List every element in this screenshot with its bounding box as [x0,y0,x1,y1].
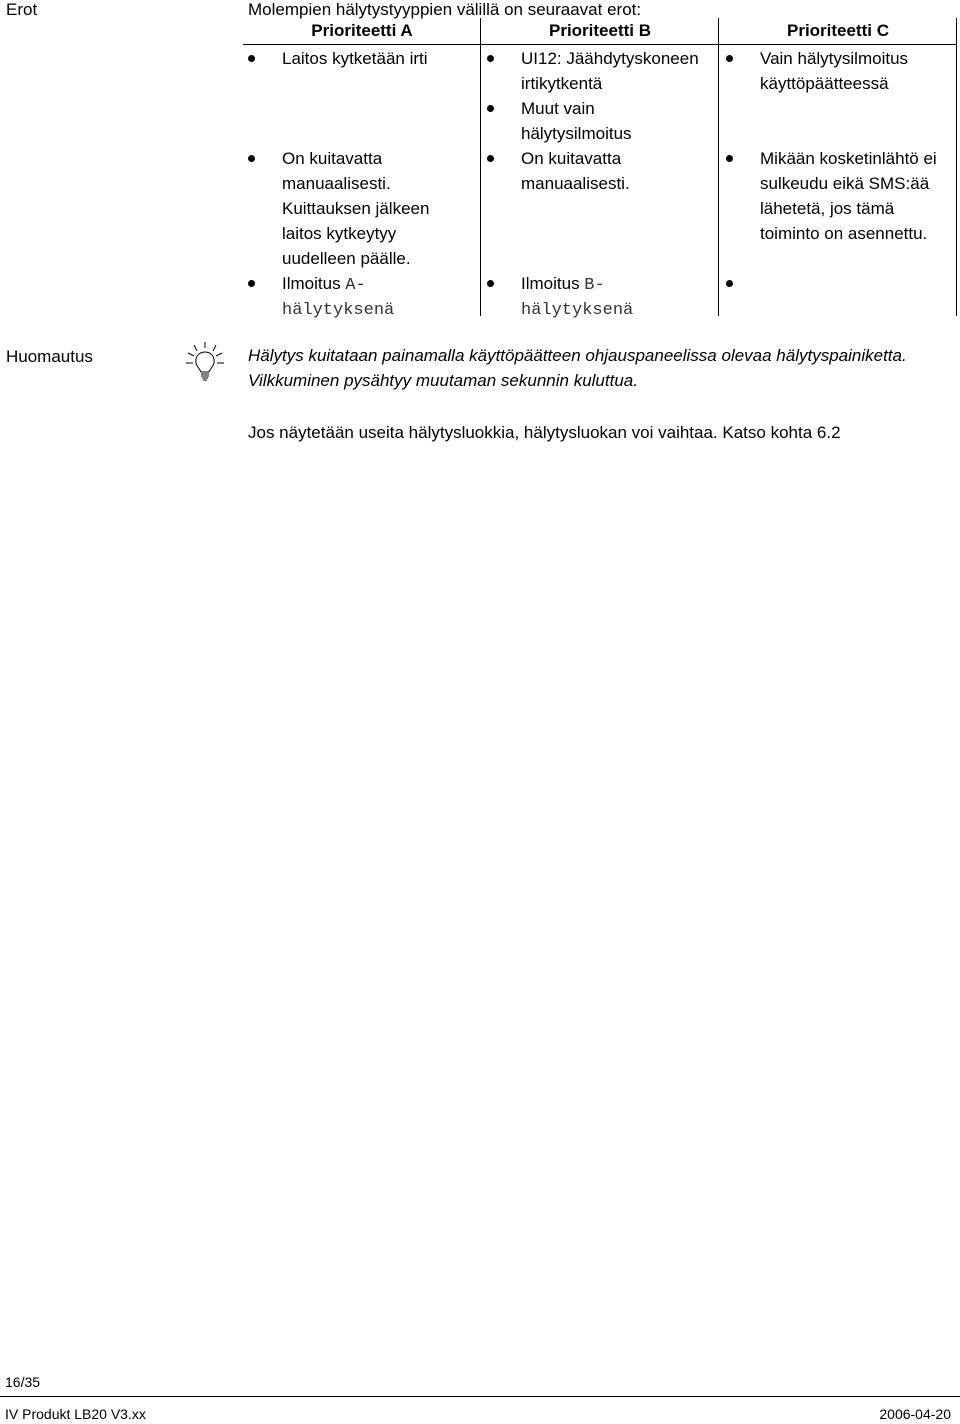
bullet [487,280,494,287]
bullet [248,155,255,162]
col-b-item-3: On kuitavatta manuaalisesti. [521,149,630,193]
col-b-item-2: Muut vain hälytysilmoitus [521,99,632,143]
col-a-item-2: On kuitavatta manuaalisesti. Kuittauksen jälkeen laitos kytkeytyy uudelleen päälle. [282,149,430,268]
col-a-item-1: Laitos kytketään irti [282,49,428,68]
footer-rule [0,1396,960,1397]
intro-text: Molempien hälytystyyppien välillä on seuraavat erot: [248,0,642,19]
bullet [487,155,494,162]
table-header-rule [243,44,957,45]
header-priority-a: Prioriteetti A [311,21,413,40]
column-divider-3 [956,18,957,316]
header-priority-b: Prioriteetti B [548,21,652,40]
column-divider-2 [718,18,719,316]
section-label: Erot [6,0,38,19]
bullet [726,155,733,162]
column-divider-1 [480,18,481,316]
page-number: 16/35 [5,1374,41,1390]
bullet [248,55,255,62]
alarm-class-paragraph: Jos näytetään useita hälytysluokkia, hälytysluokan voi vaihtaa. Katso kohta 6.2 [248,423,841,442]
bullet [487,55,494,62]
bullet [726,280,733,287]
footer-product: IV Produkt LB20 V3.xx [5,1406,146,1422]
col-b-item-1: UI12: Jäähdytyskoneen irtikytkentä [521,49,699,93]
col-c-item-1: Vain hälytysilmoitus käyttöpäätteessä [760,49,909,93]
note-text: Hälytys kuitataan painamalla käyttöpäätteen ohjauspaneelissa olevaa hälytyspainiketta. Vilkkuminen pysähtyy muutaman sekunnin kuluttua. [248,346,907,390]
col-b-item-4: Ilmoitus B- hälytyksenä [521,274,634,320]
footer-date: 2006-04-20 [879,1406,951,1422]
bullet [248,280,255,287]
col-a-item-3: Ilmoitus A- hälytyksenä [282,274,395,320]
bullet [487,105,494,112]
header-priority-c: Prioriteetti C [786,21,890,40]
note-label: Huomautus [6,347,93,366]
lightbulb-icon [185,340,225,391]
bullet [726,55,733,62]
col-c-item-2: Mikään kosketinlähtö ei sulkeudu eikä SMS:ää lähetetä, jos tämä toiminto on asennettu. [760,149,937,243]
